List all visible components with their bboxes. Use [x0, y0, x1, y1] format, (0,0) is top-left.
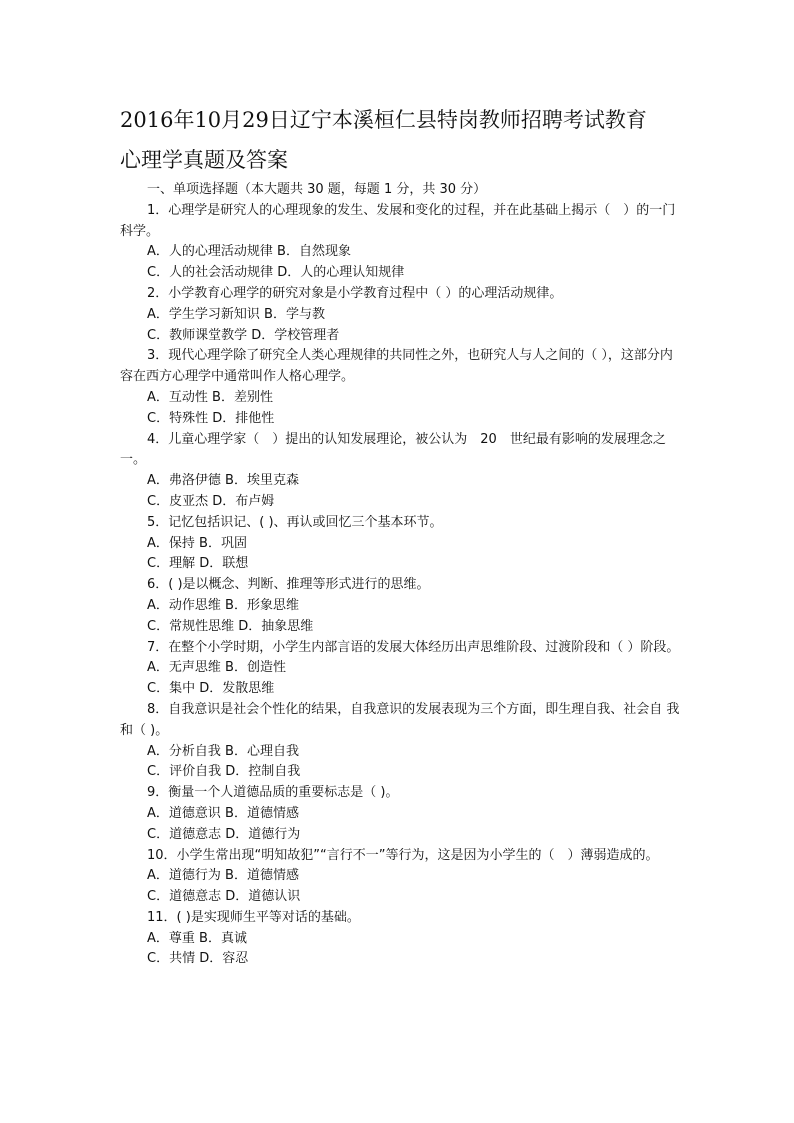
section-heading: 一、单项选择题（本大题共 30 题，每题 1 分，共 30 分） [147, 182, 487, 197]
question-2-stem: 2．小学教育心理学的研究对象是小学教育过程中（ ）的心理活动规律。 [147, 285, 563, 301]
question-8-stem: 8．自我意识是社会个性化的结果，自我意识的发展表现为三个方面，即生理自我、社会自 我和（ )。 [120, 701, 680, 738]
question-9-options-cd: C．道德意志 D．道德行为 [147, 826, 301, 842]
question-8-options-ab: A．分析自我 B．心理自我 [147, 743, 299, 759]
question-10-options-cd: C．道德意志 D．道德认识 [147, 889, 301, 905]
document-title [120, 100, 700, 180]
question-3-stem: 3．现代心理学除了研究全人类心理规律的共同性之外，也研究人与人之间的（ ），这部分内容在西方心理学中通常叫作人格心理学。 [120, 348, 673, 385]
question-4-options-ab: A．弗洛伊德 B．埃里克森 [147, 473, 299, 489]
question-1-options-cd: C．人的社会活动规律 D．人的心理认知规律 [147, 265, 405, 281]
question-4-options-cd: C．皮亚杰 D．布卢姆 [147, 493, 275, 509]
question-10-options-ab: A．道德行为 B．道德情感 [147, 868, 299, 884]
question-3-options-cd: C．特殊性 D．排他性 [147, 410, 275, 426]
question-2-options-cd: C．教师课堂教学 D．学校管理者 [147, 327, 340, 343]
question-1-options-ab: A．人的心理活动规律 B．自然现象 [147, 244, 351, 260]
question-11-options-ab: A．尊重 B．真诚 [147, 930, 247, 946]
question-6-options-cd: C．常规性思维 D．抽象思维 [147, 618, 314, 634]
question-5-stem: 5．记忆包括识记、( )、再认或回忆三个基本环节。 [147, 514, 443, 530]
question-5-options-ab: A．保持 B．巩固 [147, 535, 247, 551]
title-line-1: 2016年10月29日辽宁本溪桓仁县特岗教师招聘考试教育 [120, 108, 647, 132]
question-7-stem: 7．在整个小学时期，小学生内部言语的发展大体经历出声思维阶段、过渡阶段和（ ）阶段。 [147, 639, 680, 655]
question-4-stem: 4．儿童心理学家（ ）提出的认知发展理论，被公认为 20 世纪最有影响的发展理念之一。 [120, 431, 666, 468]
question-5-options-cd: C．理解 D．联想 [147, 556, 249, 572]
question-10-stem: 10．小学生常出现“明知故犯”“言行不一”等行为，这是因为小学生的（ ）薄弱造成的。 [147, 847, 659, 863]
title-line-2: 心理学真题及答案 [120, 148, 288, 172]
question-7-options-cd: C．集中 D．发散思维 [147, 681, 275, 697]
question-8-options-cd: C．评价自我 D．控制自我 [147, 764, 301, 780]
document-body [120, 180, 680, 970]
question-6-stem: 6．( )是以概念、判断、推理等形式进行的思维。 [147, 577, 430, 593]
question-1-stem: 1．心理学是研究人的心理现象的发生、发展和变化的过程，并在此基础上揭示（ ）的一门科学。 [120, 202, 676, 239]
question-9-options-ab: A．道德意识 B．道德情感 [147, 805, 299, 821]
question-2-options-ab: A．学生学习新知识 B．学与教 [147, 306, 325, 322]
question-6-options-ab: A．动作思维 B．形象思维 [147, 597, 299, 613]
question-9-stem: 9．衡量一个人道德品质的重要标志是（ )。 [147, 785, 399, 801]
question-3-options-ab: A．互动性 B．差别性 [147, 389, 273, 405]
question-11-stem: 11．( )是实现师生平等对话的基础。 [147, 909, 360, 925]
question-7-options-ab: A．无声思维 B．创造性 [147, 660, 286, 676]
question-11-options-cd: C．共情 D．容忍 [147, 951, 249, 967]
